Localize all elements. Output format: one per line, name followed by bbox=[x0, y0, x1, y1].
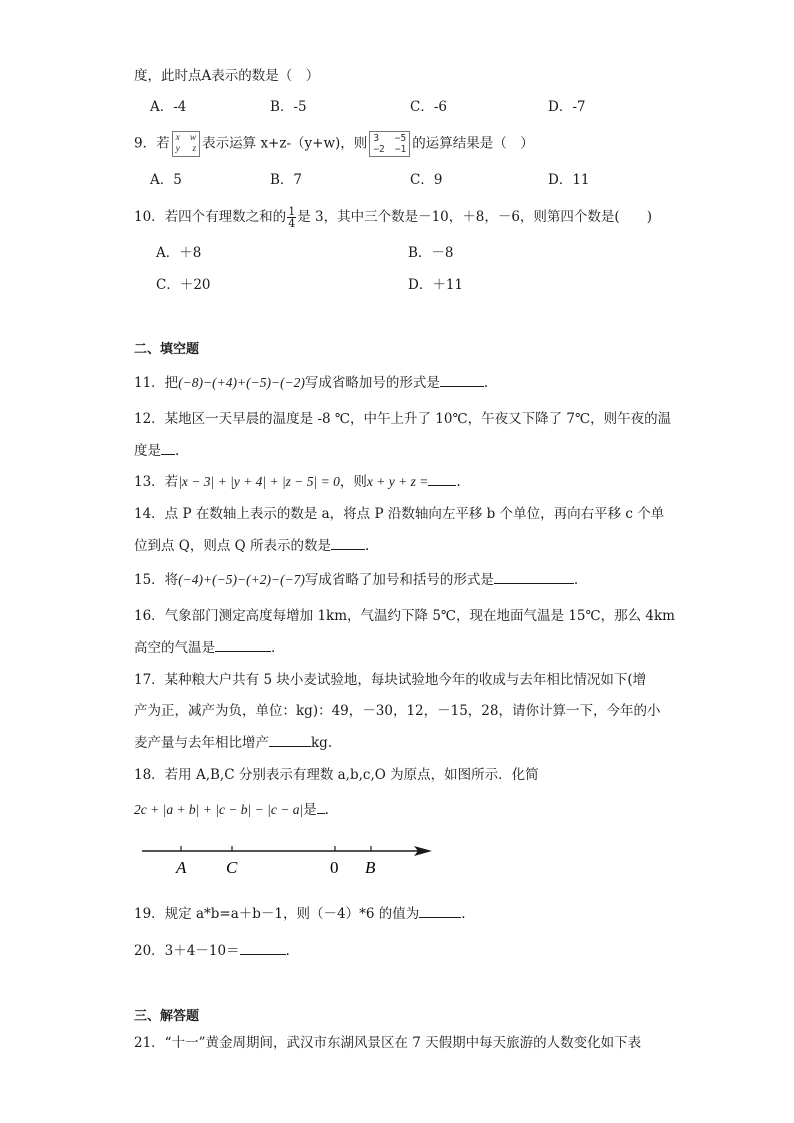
q10-option-b: B．－8 bbox=[408, 245, 454, 261]
q10-option-d: D．＋11 bbox=[408, 277, 464, 293]
q15-expression: (−4)+(−5)−(+2)−(−7) bbox=[178, 572, 305, 587]
q15-suffix: 写成省略了加号和括号的形式是 bbox=[304, 572, 494, 588]
q10-stem bbox=[134, 206, 652, 229]
q9-option-c: C．9 bbox=[410, 172, 443, 188]
q21-line1: 21．“十一”黄金周期间，武汉市东湖风景区在 7 天假期中每天旅游的人数变化如下表 bbox=[134, 1035, 642, 1051]
q14-line2-prefix: 位到点 Q，则点 Q 所表示的数是 bbox=[134, 538, 332, 554]
frac-denominator: 4 bbox=[288, 217, 296, 230]
q10-option-a: A．＋8 bbox=[156, 245, 202, 261]
q11-end: . bbox=[483, 375, 489, 391]
q9-prefix: 9．若 bbox=[134, 135, 170, 152]
q12-line1: 12．某地区一天早晨的温度是 -8 ℃，中午上升了 10℃，午夜又下降了 7℃，则午夜的温 bbox=[134, 411, 672, 427]
q17-line1: 17．某种粮大户共有 5 块小麦试验地，每块试验地今年的收成与去年相比情况如下(增 bbox=[134, 672, 647, 688]
q18-line2 bbox=[134, 799, 329, 820]
q18-suffix: 是 bbox=[303, 802, 317, 818]
q12-end: . bbox=[175, 443, 180, 459]
label-a: A bbox=[176, 858, 187, 877]
mat-v12: −5 bbox=[394, 133, 407, 144]
label-b: B bbox=[365, 858, 376, 877]
q17-line3 bbox=[134, 732, 332, 753]
q10-option-c: C．＋20 bbox=[156, 277, 211, 293]
q13 bbox=[134, 471, 461, 492]
q8-option-d: D．-7 bbox=[548, 99, 586, 115]
q14-line1: 14．点 P 在数轴上表示的数是 a，将点 P 沿数轴向左平移 b 个单位，再向右平移 c 个单 bbox=[134, 506, 665, 522]
q19 bbox=[134, 903, 466, 924]
q10-suffix: 是 3，其中三个数是－10，＋8，－6，则第四个数是( ) bbox=[297, 209, 652, 225]
q13-end: . bbox=[456, 474, 461, 490]
q9-value-matrix bbox=[369, 131, 410, 157]
q9-suffix: 的运算结果是（ ） bbox=[412, 135, 534, 152]
q14-end: . bbox=[365, 538, 370, 554]
mat-v11: 3 bbox=[373, 133, 380, 144]
q17-answer-blank[interactable] bbox=[269, 732, 311, 747]
q13-mid: ，则 bbox=[339, 474, 367, 490]
mat-w: w bbox=[189, 133, 197, 143]
q18-end: . bbox=[324, 802, 329, 818]
q14-line2 bbox=[134, 535, 369, 556]
mat-x: x bbox=[175, 133, 180, 143]
number-line-figure bbox=[140, 838, 440, 884]
q19-end: . bbox=[461, 906, 466, 922]
q15 bbox=[134, 569, 578, 590]
section-fill-in-title: 二、填空题 bbox=[134, 342, 200, 357]
q13-expression2: x + y + z = bbox=[366, 474, 429, 489]
q10-fraction bbox=[287, 206, 296, 229]
q18-expression: 2c + |a + b| + |c − b| − |c − a| bbox=[134, 802, 304, 817]
q20 bbox=[134, 940, 290, 961]
q11-prefix: 11．把 bbox=[134, 375, 179, 391]
q15-answer-blank[interactable] bbox=[494, 569, 574, 584]
mat-v21: −2 bbox=[373, 144, 385, 155]
q13-expression: |x − 3| + |y + 4| + |z − 5| = 0 bbox=[178, 474, 340, 489]
label-c: C bbox=[226, 858, 238, 877]
q10-prefix: 10．若四个有理数之和的 bbox=[134, 209, 287, 225]
q9-mid: 表示运算 x+z-（y+w)，则 bbox=[202, 135, 368, 152]
q20-prefix: 20．3＋4－10＝ bbox=[134, 943, 240, 959]
q8-option-b: B．-5 bbox=[270, 99, 307, 115]
q13-answer-blank[interactable] bbox=[428, 471, 456, 486]
q17-line2: 产为正，减产为负，单位：kg)：49，－30，12，－15，28，请你计算一下，今年的小 bbox=[134, 703, 661, 719]
q9-stem bbox=[134, 131, 534, 157]
q19-prefix: 19．规定 a*b=a＋b－1，则（－4）*6 的值为 bbox=[134, 906, 420, 922]
q9-symbol-matrix bbox=[172, 131, 201, 157]
q17-end: kg. bbox=[311, 735, 333, 751]
mat-y: y bbox=[175, 144, 180, 154]
q12-answer-blank[interactable] bbox=[161, 440, 175, 455]
q14-answer-blank[interactable] bbox=[331, 535, 365, 550]
q11-suffix: 写成省略加号的形式是 bbox=[304, 375, 440, 391]
q12-line2-prefix: 度是 bbox=[134, 443, 161, 459]
q20-answer-blank[interactable] bbox=[240, 940, 286, 955]
q18-answer-blank[interactable] bbox=[317, 799, 325, 814]
frac-numerator: 1 bbox=[288, 205, 296, 218]
mat-z: z bbox=[192, 144, 197, 154]
q18-line1: 18．若用 A,B,C 分别表示有理数 a,b,c,O 为原点，如图所示．化简 bbox=[134, 767, 539, 783]
label-origin: 0 bbox=[330, 858, 339, 877]
q9-option-a: A．5 bbox=[150, 172, 182, 188]
q16-line2 bbox=[134, 637, 275, 658]
q16-answer-blank[interactable] bbox=[215, 637, 271, 652]
q12-line2 bbox=[134, 440, 179, 461]
q16-line2-prefix: 高空的气温是 bbox=[134, 640, 215, 656]
q13-prefix: 13．若 bbox=[134, 474, 179, 490]
q16-end: . bbox=[271, 640, 276, 656]
q8-stem: 度，此时点A表示的数是（ ） bbox=[134, 68, 320, 84]
q11-answer-blank[interactable] bbox=[440, 372, 484, 387]
q20-end: . bbox=[285, 943, 290, 959]
q9-option-b: B．7 bbox=[270, 172, 303, 188]
section-answer-title: 三、解答题 bbox=[134, 1009, 200, 1024]
q11 bbox=[134, 372, 488, 393]
q11-expression: (−8)−(+4)+(−5)−(−2) bbox=[178, 375, 305, 390]
q17-line3-prefix: 麦产量与去年相比增产 bbox=[134, 735, 269, 751]
q19-answer-blank[interactable] bbox=[419, 903, 461, 918]
q9-option-d: D．11 bbox=[548, 172, 590, 188]
q15-end: . bbox=[573, 572, 579, 588]
q8-option-a: A．-4 bbox=[150, 99, 187, 115]
q8-option-c: C．-6 bbox=[410, 99, 447, 115]
mat-v22: −1 bbox=[394, 144, 407, 155]
q15-prefix: 15．将 bbox=[134, 572, 179, 588]
q16-line1: 16．气象部门测定高度每增加 1km，气温约下降 5℃，现在地面气温是 15℃，那么 4km bbox=[134, 608, 675, 624]
